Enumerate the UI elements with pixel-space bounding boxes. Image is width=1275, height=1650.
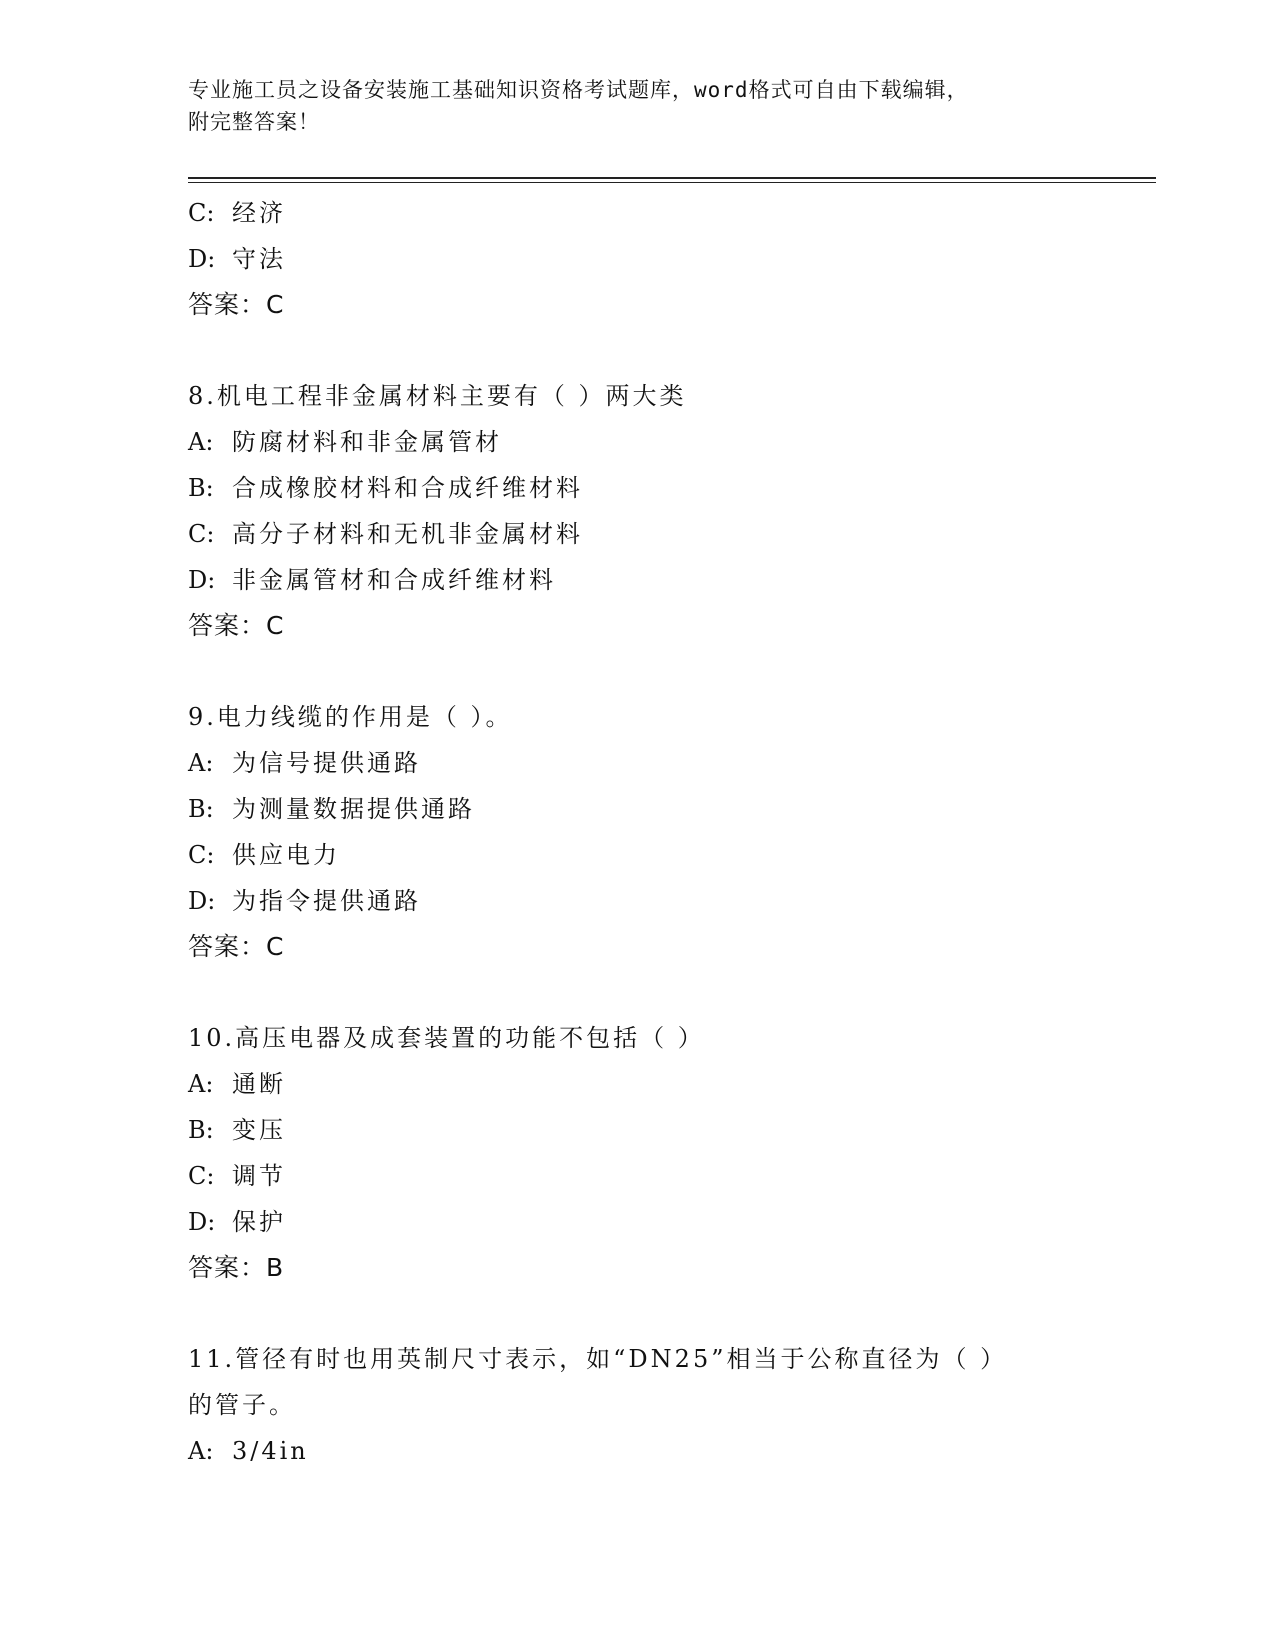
option-label: D:	[188, 887, 216, 915]
option-label: B:	[188, 474, 214, 502]
option-label: B:	[188, 1116, 214, 1144]
option-row	[188, 1153, 1088, 1199]
option-row	[188, 1061, 1088, 1107]
option-text: 通断	[232, 1070, 286, 1098]
option-row	[188, 465, 1088, 511]
option-row	[188, 419, 1088, 465]
option-label: A:	[188, 428, 214, 456]
option-text: 3/4in	[232, 1437, 309, 1465]
option-text: 非金属管材和合成纤维材料	[232, 566, 556, 594]
option-label: C:	[188, 841, 215, 869]
answer-line: 答案：C	[188, 932, 285, 961]
header-line-1: 专业施工员之设备安装施工基础知识资格考试题库，word格式可自由下载编辑，	[188, 78, 969, 102]
option-text: 调节	[232, 1162, 286, 1190]
option-row	[188, 1199, 1088, 1245]
option-label: D:	[188, 1208, 216, 1236]
option-row	[188, 740, 1088, 786]
option-text: 守法	[232, 245, 286, 273]
option-text: 为测量数据提供通路	[232, 795, 475, 823]
question-stem: 9.电力线缆的作用是（ ）。	[188, 703, 513, 731]
option-text: 变压	[232, 1116, 286, 1144]
option-text: 经济	[232, 199, 286, 227]
question-stem: 10.高压电器及成套装置的功能不包括（ ）	[188, 1024, 705, 1052]
option-label: D:	[188, 245, 216, 273]
option-row	[188, 878, 1088, 924]
question-list	[188, 190, 1088, 1474]
answer-line: 答案：B	[188, 1253, 285, 1282]
page-header	[188, 74, 1088, 138]
option-text: 为指令提供通路	[232, 887, 421, 915]
header-divider-thin	[188, 182, 1156, 183]
option-row	[188, 236, 1088, 282]
question-stem: 11.管径有时也用英制尺寸表示，如“DN25”相当于公称直径为（ ）	[188, 1345, 1008, 1373]
option-row	[188, 190, 1088, 236]
option-label: A:	[188, 1070, 214, 1098]
option-row	[188, 1107, 1088, 1153]
option-row	[188, 1428, 1088, 1474]
option-label: B:	[188, 795, 214, 823]
question-stem-continuation: 的管子。	[188, 1391, 296, 1419]
answer-line: 答案：C	[188, 611, 285, 640]
option-row	[188, 557, 1088, 603]
option-row	[188, 786, 1088, 832]
option-text: 保护	[232, 1208, 286, 1236]
answer-line: 答案：C	[188, 290, 285, 319]
option-label: C:	[188, 520, 215, 548]
option-text: 高分子材料和无机非金属材料	[232, 520, 583, 548]
option-label: A:	[188, 749, 214, 777]
option-label: C:	[188, 199, 215, 227]
option-label: D:	[188, 566, 216, 594]
header-line-2: 附完整答案！	[188, 110, 320, 134]
question-stem: 8.机电工程非金属材料主要有（ ）两大类	[188, 382, 687, 410]
option-row	[188, 511, 1088, 557]
header-divider-thick	[188, 177, 1156, 179]
option-text: 为信号提供通路	[232, 749, 421, 777]
option-text: 防腐材料和非金属管材	[232, 428, 502, 456]
option-text: 合成橡胶材料和合成纤维材料	[232, 474, 583, 502]
option-label: C:	[188, 1162, 215, 1190]
option-label: A:	[188, 1437, 214, 1465]
option-row	[188, 832, 1088, 878]
option-text: 供应电力	[232, 841, 340, 869]
